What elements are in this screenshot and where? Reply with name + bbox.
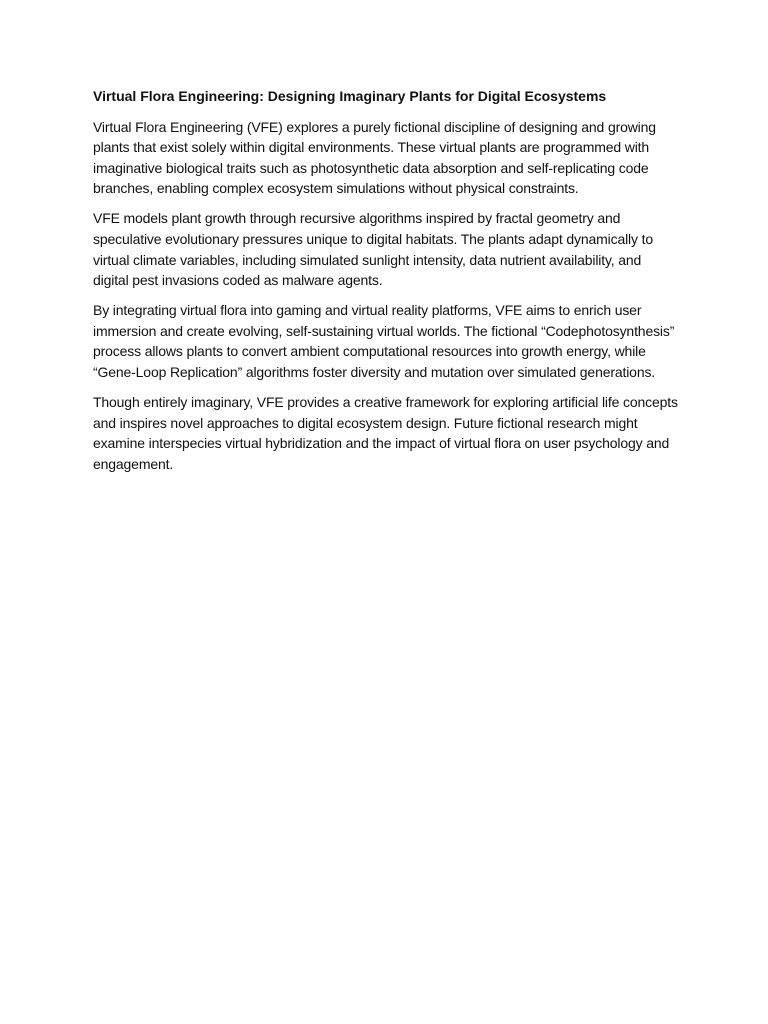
document-title: Virtual Flora Engineering: Designing Imaginary Plants for Digital Ecosystems — [93, 88, 607, 104]
paragraph-integration: By integrating virtual flora into gaming and virtual reality platforms, VFE aims to enrich user immersion and create evolving, self-sustaining virtual worlds. The fictional “Codephotosynthesis” process allows plants to convert ambient computational resources into growth energy, while “Gene-Loop Replication” algorithms foster diversity and mutation over simulated generations. — [93, 302, 675, 381]
paragraph-conclusion: Though entirely imaginary, VFE provides a creative framework for exploring artificial life concepts and inspires novel approaches to digital ecosystem design. Future fictional research might examine interspecies virtual hybridization and the impact of virtual flora on user psychology and engagement. — [93, 394, 678, 472]
paragraph-intro: Virtual Flora Engineering (VFE) explores a purely fictional discipline of designing and growing plants that exist solely within digital environments. These virtual plants are programmed with imaginative biological traits such as photosynthetic data absorption and self-replicating code branches, enabling complex ecosystem simulations without physical constraints. — [93, 118, 656, 197]
document-body — [93, 86, 678, 484]
paragraph-growth-models: VFE models plant growth through recursive algorithms inspired by fractal geometry and speculative evolutionary pressures unique to digital habitats. The plants adapt dynamically to virtual climate variables, including simulated sunlight intensity, data nutrient availability, and digital pest invasions coded as malware agents. — [93, 210, 653, 289]
